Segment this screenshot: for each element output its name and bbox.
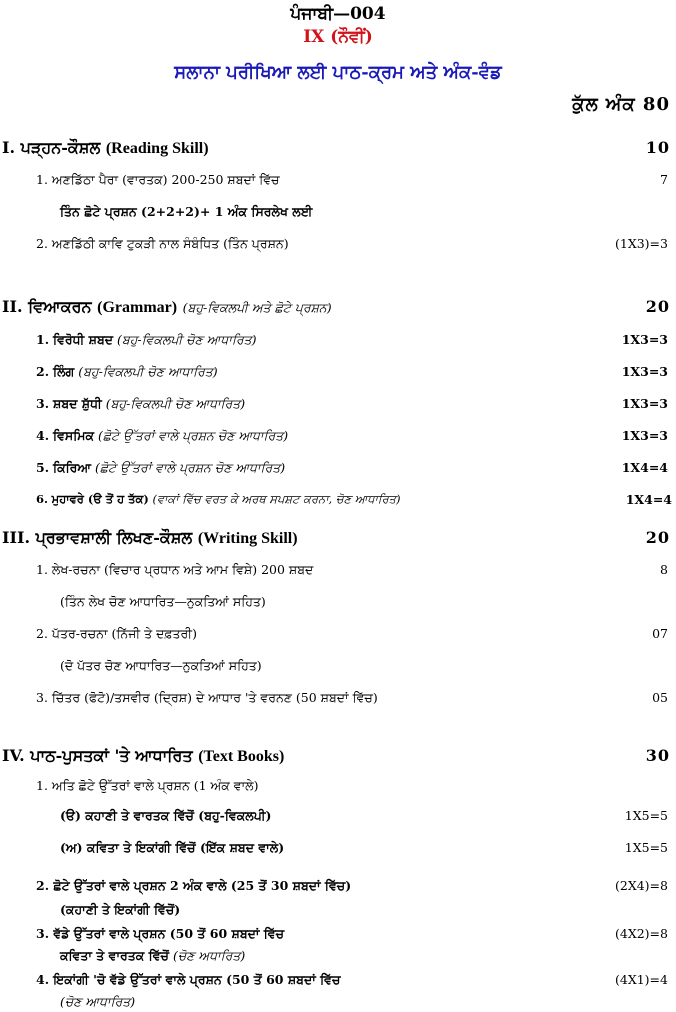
list-item: 2. ਅਣਡਿੱਠੀ ਕਾਵਿ ਟੁਕੜੀ ਨਾਲ ਸੰਬੰਧਿਤ (ਤਿੰਨ ਪ੍ਰਸ਼ਨ) — [36, 236, 289, 251]
section-marks: 30 — [645, 746, 670, 765]
item-marks: 8 — [660, 562, 668, 577]
list-item: (ੳ) ਕਹਾਣੀ ਤੇ ਵਾਰਤਕ ਵਿੱਚੋਂ (ਬਹੁ-ਵਿਕਲਪੀ) — [60, 808, 272, 823]
list-item: (ਤਿੰਨ ਲੇਖ ਚੋਣ ਆਧਾਰਿਤ—ਨੁਕਤਿਆਂ ਸਹਿਤ) — [60, 594, 266, 609]
list-item: 4. ਵਿਸਮਿਕ (ਛੋਟੇ ਉੱਤਰਾਂ ਵਾਲੇ ਪ੍ਰਸ਼ਨ ਚੋਣ ਆਧਾਰਿਤ) — [36, 428, 289, 443]
section-heading: III. ਪ੍ਰਭਾਵਸ਼ਾਲੀ ਲਿਖਣ-ਕੌਸ਼ਲ (Writing Skill) — [2, 528, 298, 547]
list-item: 1. ਵਿਰੋਧੀ ਸ਼ਬਦ (ਬਹੁ-ਵਿਕਲਪੀ ਚੋਣ ਆਧਾਰਿਤ) — [36, 332, 257, 347]
list-item: 2. ਛੋਟੇ ਉੱਤਰਾਂ ਵਾਲੇ ਪ੍ਰਸ਼ਨ 2 ਅੰਕ ਵਾਲੇ (25 ਤੋਂ 30 ਸ਼ਬਦਾਂ ਵਿੱਚ) — [36, 878, 352, 893]
syllabus-subtitle: ਸਲਾਨਾ ਪਰੀਖਿਆ ਲਈ ਪਾਠ-ਕ੍ਰਮ ਅਤੇ ਅੰਕ-ਵੰਡ — [174, 62, 502, 83]
list-item: 1. ਅਣਡਿੱਠਾ ਪੈਰਾ (ਵਾਰਤਕ) 200-250 ਸ਼ਬਦਾਂ ਵਿੱਚ — [36, 172, 280, 187]
list-item: ਕਵਿਤਾ ਤੇ ਵਾਰਤਕ ਵਿੱਚੋਂ (ਚੋਣ ਅਧਾਰਿਤ) — [60, 948, 246, 963]
item-marks: (4X1)=4 — [615, 972, 668, 987]
list-item: 2. ਲਿੰਗ (ਬਹੁ-ਵਿਕਲਪੀ ਚੋਣ ਆਧਾਰਿਤ) — [36, 364, 218, 379]
section-marks: 20 — [645, 297, 670, 316]
section-heading: I. ਪੜ੍ਹਨ-ਕੌਸ਼ਲ (Reading Skill) — [2, 138, 209, 157]
list-item: 3. ਚਿੱਤਰ (ਫੋਟੋ)/ਤਸਵੀਰ (ਦ੍ਰਿਸ਼) ਦੇ ਆਧਾਰ 'ਤੇ ਵਰਨਣ (50 ਸ਼ਬਦਾਂ ਵਿੱਚ) — [36, 690, 378, 705]
item-marks: 1X3=3 — [621, 428, 668, 443]
list-item: (ਕਹਾਣੀ ਤੇ ਇਕਾਂਗੀ ਵਿੱਚੋਂ) — [60, 902, 181, 917]
item-marks: 1X5=5 — [624, 808, 668, 823]
list-item: ਤਿੰਨ ਛੋਟੇ ਪ੍ਰਸ਼ਨ (2+2+2)+ 1 ਅੰਕ ਸਿਰਲੇਖ ਲਈ — [60, 204, 313, 219]
item-marks: 1X3=3 — [621, 364, 668, 379]
total-marks: ਕੁੱਲ ਅੰਕ 80 — [572, 94, 670, 115]
list-item: (ਅ) ਕਵਿਤਾ ਤੇ ਇਕਾਂਗੀ ਵਿੱਚੋਂ (ਇੱਕ ਸ਼ਬਦ ਵਾਲੇ) — [60, 840, 285, 855]
item-marks: (2X4)=8 — [615, 878, 668, 893]
list-item: 1. ਲੇਖ-ਰਚਨਾ (ਵਿਚਾਰ ਪ੍ਰਧਾਨ ਅਤੇ ਆਮ ਵਿਸ਼ੇ) 200 ਸ਼ਬਦ — [36, 562, 314, 577]
section-marks: 20 — [645, 528, 670, 547]
list-item: 2. ਪੱਤਰ-ਰਚਨਾ (ਨਿੱਜੀ ਤੇ ਦਫ਼ਤਰੀ) — [36, 626, 197, 641]
list-item: 1. ਅਤਿ ਛੋਟੇ ਉੱਤਰਾਂ ਵਾਲੇ ਪ੍ਰਸ਼ਨ (1 ਅੰਕ ਵਾਲੇ) — [36, 778, 259, 793]
item-marks: 1X5=5 — [624, 840, 668, 855]
item-marks: 1X4=4 — [625, 492, 672, 507]
paper-code: ਪੰਜਾਬੀ—004 — [290, 4, 386, 24]
list-item: 3. ਵੱਡੇ ਉੱਤਰਾਂ ਵਾਲੇ ਪ੍ਰਸ਼ਨ (50 ਤੋਂ 60 ਸ਼ਬਦਾਂ ਵਿੱਚ — [36, 926, 285, 941]
item-marks: (4X2)=8 — [615, 926, 668, 941]
list-item: (ਚੋਣ ਆਧਾਰਿਤ) — [60, 994, 136, 1009]
list-item: 6. ਮੁਹਾਵਰੇ (ੳ ਤੋਂ ਹ ਤੱਕ) (ਵਾਕਾਂ ਵਿੱਚ ਵਰਤ ਕੇ ਅਰਥ ਸਪਸ਼ਟ ਕਰਨਾ, ਚੋਣ ਆਧਾਰਿਤ) — [36, 492, 401, 506]
list-item: 4. ਇਕਾਂਗੀ 'ਚੋ ਵੱਡੇ ਉੱਤਰਾਂ ਵਾਲੇ ਪ੍ਰਸ਼ਨ (50 ਤੋਂ 60 ਸ਼ਬਦਾਂ ਵਿੱਚ — [36, 972, 341, 987]
list-item: (ਦੋ ਪੱਤਰ ਚੋਣ ਆਧਾਰਿਤ—ਨੁਕਤਿਆਂ ਸਹਿਤ) — [60, 658, 262, 673]
item-marks: 7 — [660, 172, 668, 187]
list-item: 5. ਕਿਰਿਆ (ਛੋਟੇ ਉੱਤਰਾਂ ਵਾਲੇ ਪ੍ਰਸ਼ਨ ਚੋਣ ਆਧਾਰਿਤ) — [36, 460, 286, 475]
list-item: 3. ਸ਼ਬਦ ਸ਼ੁੱਧੀ (ਬਹੁ-ਵਿਕਲਪੀ ਚੋਣ ਆਧਾਰਿਤ) — [36, 396, 246, 411]
item-marks: 05 — [652, 690, 668, 705]
section-heading: II. ਵਿਆਕਰਨ (Grammar) (ਬਹੁ-ਵਿਕਲਪੀ ਅਤੇ ਛੋਟੇ ਪ੍ਰਸ਼ਨ) — [2, 297, 332, 316]
item-marks: (1X3)=3 — [615, 236, 668, 251]
section-marks: 10 — [645, 138, 670, 157]
section-heading: IV. ਪਾਠ-ਪੁਸਤਕਾਂ 'ਤੇ ਆਧਾਰਿਤ (Text Books) — [2, 746, 285, 765]
item-marks: 1X3=3 — [621, 332, 668, 347]
item-marks: 07 — [652, 626, 668, 641]
item-marks: 1X4=4 — [621, 460, 668, 475]
class-label: IX (ਨੌਵੀਂ) — [303, 27, 373, 47]
item-marks: 1X3=3 — [621, 396, 668, 411]
